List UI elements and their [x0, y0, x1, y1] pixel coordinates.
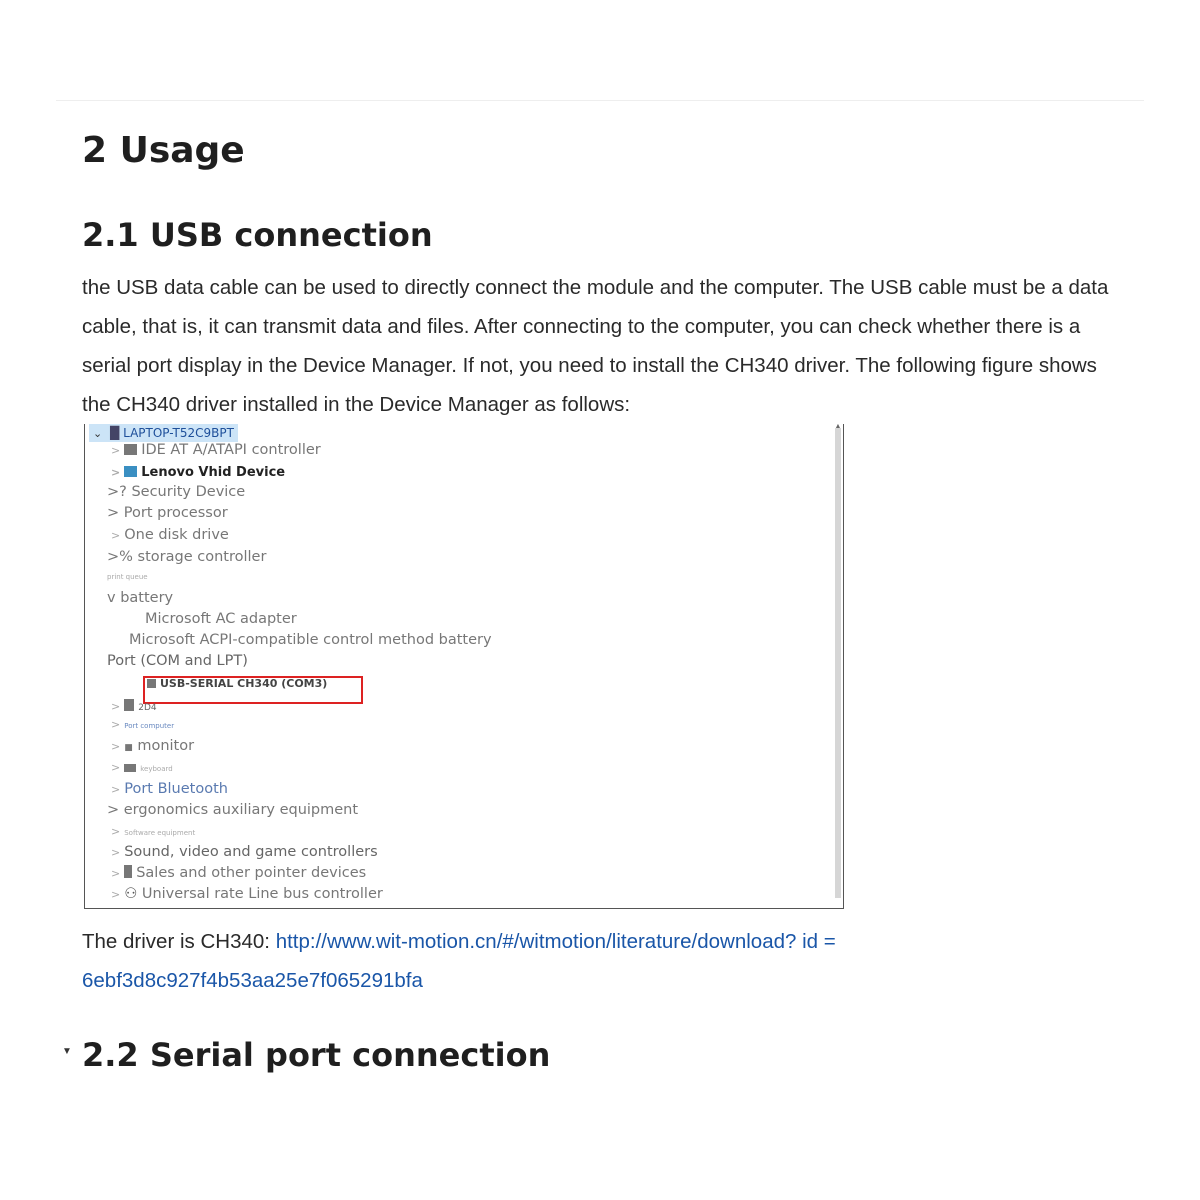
device-label: Microsoft ACPI-compatible control method battery — [129, 632, 492, 648]
chevron-right-icon: > — [111, 718, 121, 731]
chevron-right-icon: > — [111, 444, 121, 457]
device-icon — [124, 699, 134, 711]
device-category-monitor[interactable] — [111, 738, 194, 754]
device-acpi-battery[interactable] — [129, 632, 492, 648]
chevron-right-icon: > — [111, 466, 121, 479]
device-category-label: Lenovo Vhid Device — [141, 465, 286, 480]
chevron-right-icon: > — [111, 700, 121, 713]
ide-controller-icon — [124, 444, 137, 455]
device-category-label: Port (COM and LPT) — [107, 653, 248, 669]
device-category-label: keyboard — [140, 765, 173, 773]
chevron-right-icon: > — [111, 761, 121, 774]
chevron-right-icon: > — [111, 888, 121, 901]
device-category-label: print queue — [107, 573, 148, 581]
device-category-label: 2D4 — [138, 703, 157, 713]
chevron-right-icon: > — [111, 846, 121, 859]
device-category-label: monitor — [137, 738, 195, 754]
computer-icon: █ — [110, 426, 120, 440]
chevron-right-icon: > — [111, 825, 121, 838]
device-category-label: > ergonomics auxiliary equipment — [107, 802, 359, 818]
collapse-toggle-icon[interactable]: ▼ — [62, 1046, 72, 1057]
device-category-label: Universal rate Line bus controller — [141, 886, 383, 902]
driver-link-line1: http://www.wit-motion.cn/#/witmotion/literature/download? id = — [275, 930, 836, 953]
device-category-label: One disk drive — [124, 527, 229, 543]
scroll-up-icon[interactable]: ▲ — [834, 424, 842, 430]
device-category-label: Port computer — [124, 722, 175, 730]
top-divider — [56, 100, 1144, 101]
ch340-highlight-box — [143, 676, 363, 704]
device-tree-root-label: LAPTOP-T52C9BPT — [123, 426, 234, 440]
device-category-label: Sound, video and game controllers — [124, 844, 378, 860]
device-category-battery[interactable] — [107, 590, 173, 606]
device-category-port-computer[interactable] — [111, 718, 174, 731]
chevron-right-icon: > — [111, 529, 121, 542]
section-heading-usage: 2 Usage — [82, 130, 245, 171]
device-category-storage[interactable] — [107, 549, 266, 565]
keyboard-icon — [124, 764, 136, 772]
usb-description-paragraph: the USB data cable can be used to directly connect the module and the computer. The USB cable must be a data cable, that is, it can transmit data and files. After connecting to the computer, you can check whether there is a serial port display in the Device Manager. If not, you need to install the CH340 driver. The following figure shows the CH340 driver installed in the Device Manager as follows: — [82, 276, 1109, 416]
usb-icon: ⚇ — [124, 886, 138, 902]
device-category-ide[interactable] — [111, 442, 321, 458]
device-category-usb[interactable] — [111, 886, 383, 902]
device-category-label: > Port processor — [107, 505, 228, 521]
device-label: USB-SERIAL CH340 (COM3) — [160, 677, 328, 690]
section-heading-usb-connection: 2.1 USB connection — [82, 216, 433, 254]
chevron-right-icon: > — [111, 740, 121, 753]
device-ac-adapter[interactable] — [145, 611, 297, 627]
monitor-icon: ■ — [124, 743, 133, 753]
device-category-keyboard[interactable] — [111, 761, 173, 774]
device-tree-root[interactable] — [89, 424, 238, 442]
device-category-2d4[interactable] — [111, 699, 157, 713]
device-category-pointer[interactable] — [111, 865, 366, 881]
device-category-label: >? Security Device — [107, 484, 246, 500]
device-category-security[interactable] — [107, 484, 245, 500]
section-heading-serial-port: 2.2 Serial port connection — [82, 1036, 551, 1074]
device-manager-screenshot — [84, 424, 844, 909]
chevron-down-icon: ⌄ — [93, 427, 103, 440]
device-label: Microsoft AC adapter — [145, 611, 297, 627]
device-category-hid[interactable] — [111, 465, 285, 480]
device-category-software[interactable] — [111, 825, 195, 838]
device-category-label: v battery — [107, 590, 174, 606]
chevron-right-icon: > — [111, 867, 121, 880]
hid-device-icon — [124, 466, 137, 477]
device-category-ports[interactable] — [107, 653, 248, 669]
device-category-label: Sales and other pointer devices — [136, 865, 367, 881]
device-category-ergonomics[interactable] — [107, 802, 358, 818]
device-category-print-queue[interactable] — [107, 573, 148, 581]
device-category-label: Software equipment — [124, 829, 196, 837]
device-category-disk[interactable] — [111, 527, 229, 543]
vertical-scrollbar[interactable] — [835, 428, 841, 898]
driver-info — [82, 922, 982, 1000]
device-category-label: >% storage controller — [107, 549, 267, 565]
device-category-label: IDE AT A/ATAPI controller — [141, 442, 321, 458]
driver-link-line2: 6ebf3d8c927f4b53aa25e7f065291bfa — [82, 969, 423, 992]
device-category-sound[interactable] — [111, 844, 378, 860]
device-category-bluetooth[interactable] — [111, 781, 228, 797]
driver-label: The driver is CH340: — [82, 930, 276, 953]
mouse-icon — [124, 865, 132, 878]
device-category-label: Port Bluetooth — [124, 781, 228, 797]
device-category-processor[interactable] — [107, 505, 228, 521]
chevron-right-icon: > — [111, 783, 121, 796]
